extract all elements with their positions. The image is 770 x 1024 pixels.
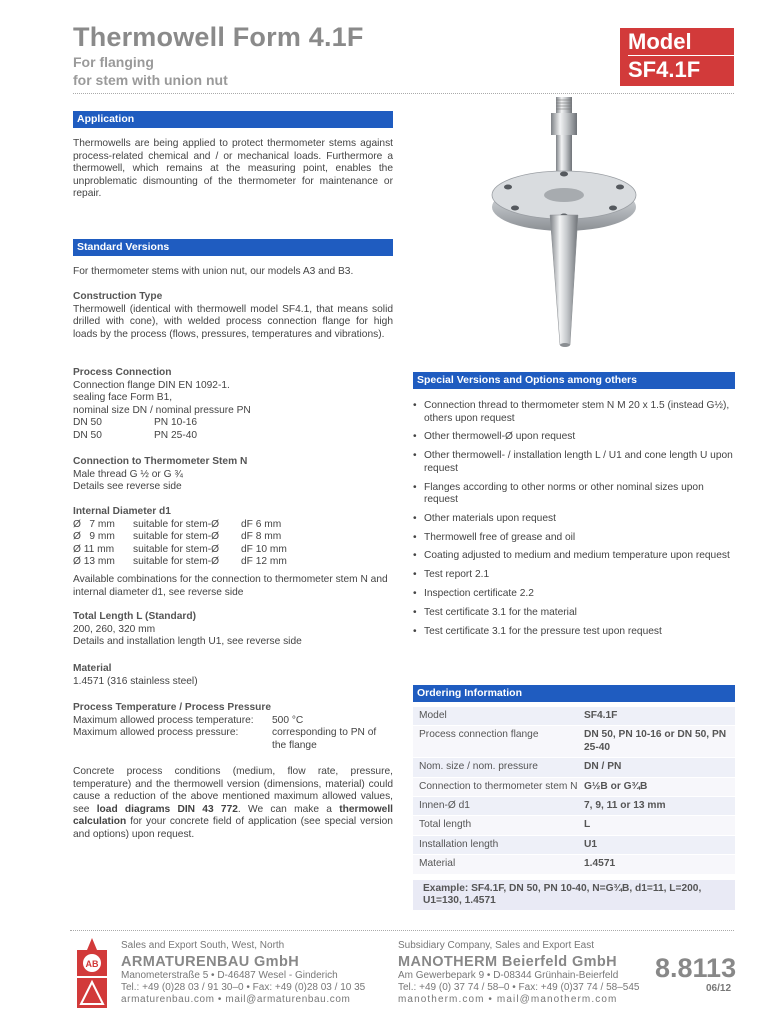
model-label: Model: [628, 28, 734, 56]
process-pair-row: [73, 417, 393, 430]
process-title: Process Connection: [73, 367, 172, 378]
table-row: [413, 816, 735, 835]
row-label: Nom. size / nom. pressure: [419, 761, 538, 773]
temp-row: [73, 715, 393, 728]
left-phone: Tel.: +49 (0)28 03 / 91 30–0 • Fax: +49 (0)28 03 / 10 35: [121, 982, 366, 993]
process-pn: PN 25-40: [154, 429, 198, 441]
diameter-suitable: suitable for stem-Ø: [133, 556, 220, 568]
right-web[interactable]: manotherm.com • mail@manotherm.com: [398, 994, 618, 1005]
construction-text: Thermowell (identical with thermowell model SF4.1, that means solid drilled with cone), with welded process connection flange for high loads by the process (flows, pressures, temperatures and vibrations).: [73, 303, 393, 340]
table-row: [413, 726, 735, 758]
load-diagrams-ref: load diagrams DIN 43 772: [96, 803, 238, 815]
row-value: DN / PN: [584, 761, 622, 773]
option-item: • Other thermowell- / installation length L / U1 and cone length U upon request: [413, 450, 735, 475]
internal-diameter-block: [73, 506, 393, 569]
diameter-df: dF 10 mm: [241, 543, 287, 555]
length-title: Total Length L (Standard): [73, 611, 196, 622]
diameter-title: Internal Diameter d1: [73, 506, 171, 517]
length-line-2: Details and installation length U1, see reverse side: [73, 636, 302, 648]
document-date: 06/12: [706, 983, 732, 994]
table-row: [413, 707, 735, 726]
page-title: Thermowell Form 4.1F: [73, 22, 364, 52]
footer-divider: [70, 930, 734, 931]
right-address: Am Gewerbepark 9 • D-08344 Grünhain-Beierfeld: [398, 970, 619, 981]
process-dn: DN 50: [73, 429, 102, 441]
stem-title: Connection to Thermometer Stem N: [73, 456, 248, 467]
concrete-text-a: Concrete process conditions (medium, flow rate, pressure, temperature) and the thermowell version (dimensions, material) could cause a reduction of the above mentioned maximum allowed values, see: [73, 766, 393, 815]
option-item: • Connection thread to thermometer stem N M 20 x 1.5 (instead G½), others upon request: [413, 400, 735, 425]
option-item: • Other materials upon request: [413, 513, 735, 526]
option-item: • Test report 2.1: [413, 569, 735, 582]
standard-intro: For thermometer stems with union nut, our models A3 and B3.: [73, 266, 354, 277]
row-value: U1: [584, 838, 598, 850]
diameter-row: [73, 556, 393, 569]
construction-block: [73, 291, 393, 341]
row-value: 1.4571: [584, 858, 616, 870]
option-item: • Other thermowell-Ø upon request: [413, 431, 735, 444]
stem-line-2: Details see reverse side: [73, 481, 182, 493]
standard-versions-heading: [73, 239, 393, 256]
row-value: G½B or G¾B: [584, 780, 648, 792]
process-pair-row: [73, 430, 393, 443]
pressure-label: Maximum allowed process pressure:: [73, 727, 239, 739]
row-label: Installation length: [419, 838, 499, 850]
special-options-list: [413, 400, 735, 644]
pressure-value: corresponding to PN of the flange: [272, 727, 377, 751]
diameter-df: dF 12 mm: [241, 556, 287, 568]
table-row: [413, 836, 735, 855]
thermowell-calculation-ref: thermowell calculation: [73, 803, 393, 828]
model-code: SF4.1F: [628, 57, 701, 82]
calc-text-b: for your concrete field of application (see special version and options) upon request.: [73, 816, 393, 840]
row-label: Process connection flange: [419, 729, 539, 741]
right-phone: Tel.: +49 (0) 37 74 / 58–0 • Fax: +49 (0)37 74 / 58–545: [398, 982, 640, 993]
thermowell-product-image: [470, 95, 670, 355]
special-heading-label: Special Versions and Options among others: [417, 374, 637, 386]
diameter-row: [73, 544, 393, 557]
process-line-3: nominal size DN / nominal pressure PN: [73, 404, 251, 416]
temp-title: Process Temperature / Process Pressure: [73, 702, 272, 713]
left-caption: Sales and Export South, West, North: [121, 940, 285, 951]
process-dn: DN 50: [73, 417, 102, 429]
stem-connection-block: [73, 456, 393, 494]
ordering-heading: [413, 685, 735, 702]
material-title: Material: [73, 663, 112, 674]
construction-title: Construction Type: [73, 291, 163, 302]
row-value: 7, 9, 11 or 13 mm: [584, 800, 666, 812]
temperature-pressure-block: [73, 702, 393, 752]
table-row: [413, 855, 735, 874]
standard-heading-label: Standard Versions: [77, 241, 170, 253]
process-pn: PN 10-16: [154, 417, 198, 429]
ordering-example: Example: SF4.1F, DN 50, PN 10-40, N=G¾B, d1=11, L=200, U1=130, 1.4571: [413, 880, 735, 910]
left-web[interactable]: armaturenbau.com • mail@armaturenbau.com: [121, 994, 351, 1005]
logo-text: AB: [85, 959, 99, 969]
ordering-table: [413, 707, 735, 875]
stem-line-1: Male thread G ½ or G ¾: [73, 468, 183, 480]
combination-note: Available combinations for the connection to thermometer stem N and internal diameter d1, see reverse side: [73, 574, 388, 598]
calc-text-a: We can make a: [248, 803, 332, 815]
diameter-value: Ø 13 mm: [73, 556, 115, 568]
diameter-suitable: suitable for stem-Ø: [133, 543, 220, 555]
diameter-value: Ø 11 mm: [73, 543, 115, 555]
diameter-row: [73, 519, 393, 532]
option-item: • Test certificate 3.1 for the material: [413, 607, 735, 620]
table-row: [413, 797, 735, 816]
diameter-value: Ø 7 mm: [73, 518, 115, 530]
application-heading-label: Application: [77, 113, 135, 125]
model-badge: [620, 28, 734, 86]
row-label: Model: [419, 710, 447, 721]
temp-value: 500 °C: [272, 714, 304, 726]
subtitle-2: for stem with union nut: [73, 72, 228, 88]
row-label: Material: [419, 858, 456, 870]
manotherm-company-name: MANOTHERM Beierfeld GmbH: [398, 954, 618, 970]
document-number: 8.8113: [655, 953, 737, 983]
diameter-value: Ø 9 mm: [73, 531, 115, 543]
table-row: [413, 778, 735, 797]
armaturenbau-company-name: ARMATURENBAU GmbH: [121, 954, 300, 970]
armaturenbau-logo: [73, 936, 111, 1012]
table-row: [413, 758, 735, 777]
row-value: L: [584, 819, 591, 831]
length-line-1: 200, 260, 320 mm: [73, 623, 156, 635]
total-length-block: [73, 611, 393, 649]
option-item: • Thermowell free of grease and oil: [413, 532, 735, 545]
diameter-df: dF 6 mm: [241, 518, 282, 530]
option-item: • Flanges according to other norms or other nominal sizes upon request: [413, 482, 735, 507]
row-value: DN 50, PN 10-16 or DN 50, PN 25-40: [584, 729, 727, 753]
process-line-1: Connection flange DIN EN 1092-1.: [73, 379, 230, 391]
ordering-heading-label: Ordering Information: [417, 687, 522, 699]
application-text: Thermowells are being applied to protect thermometer stems against process-related chemical and / or mechanical loads. Furthermore a thermowell, which remains at the measuring point, enables the unproblematic dismounting of the thermometer for maintenance or repair.: [73, 138, 393, 200]
row-label: Innen-Ø d1: [419, 800, 470, 812]
row-value: SF4.1F: [584, 710, 618, 721]
special-versions-heading: [413, 372, 735, 389]
left-address: Manometerstraße 5 • D-46487 Wesel - Ginderich: [121, 970, 338, 981]
row-label: Connection to thermometer stem N: [419, 780, 578, 792]
concrete-conditions-text: [73, 766, 393, 842]
process-connection-block: [73, 367, 393, 443]
material-block: [73, 663, 393, 688]
process-line-2: sealing face Form B1,: [73, 392, 173, 404]
diameter-suitable: suitable for stem-Ø: [133, 531, 220, 543]
concrete-text-b: .: [237, 803, 241, 815]
material-text: 1.4571 (316 stainless steel): [73, 675, 198, 687]
pressure-row: [73, 727, 393, 752]
diameter-row: [73, 531, 393, 544]
diameter-df: dF 8 mm: [241, 531, 282, 543]
header-divider: [73, 93, 734, 94]
diameter-suitable: suitable for stem-Ø: [133, 518, 220, 530]
right-caption: Subsidiary Company, Sales and Export East: [398, 940, 595, 951]
application-heading: [73, 111, 393, 128]
temp-label: Maximum allowed process temperature:: [73, 714, 254, 726]
option-item: • Inspection certificate 2.2: [413, 588, 735, 601]
option-item: • Test certificate 3.1 for the pressure test upon request: [413, 626, 735, 639]
option-item: • Coating adjusted to medium and medium temperature upon request: [413, 550, 735, 563]
row-label: Total length: [419, 819, 472, 831]
subtitle-1: For flanging: [73, 54, 154, 70]
